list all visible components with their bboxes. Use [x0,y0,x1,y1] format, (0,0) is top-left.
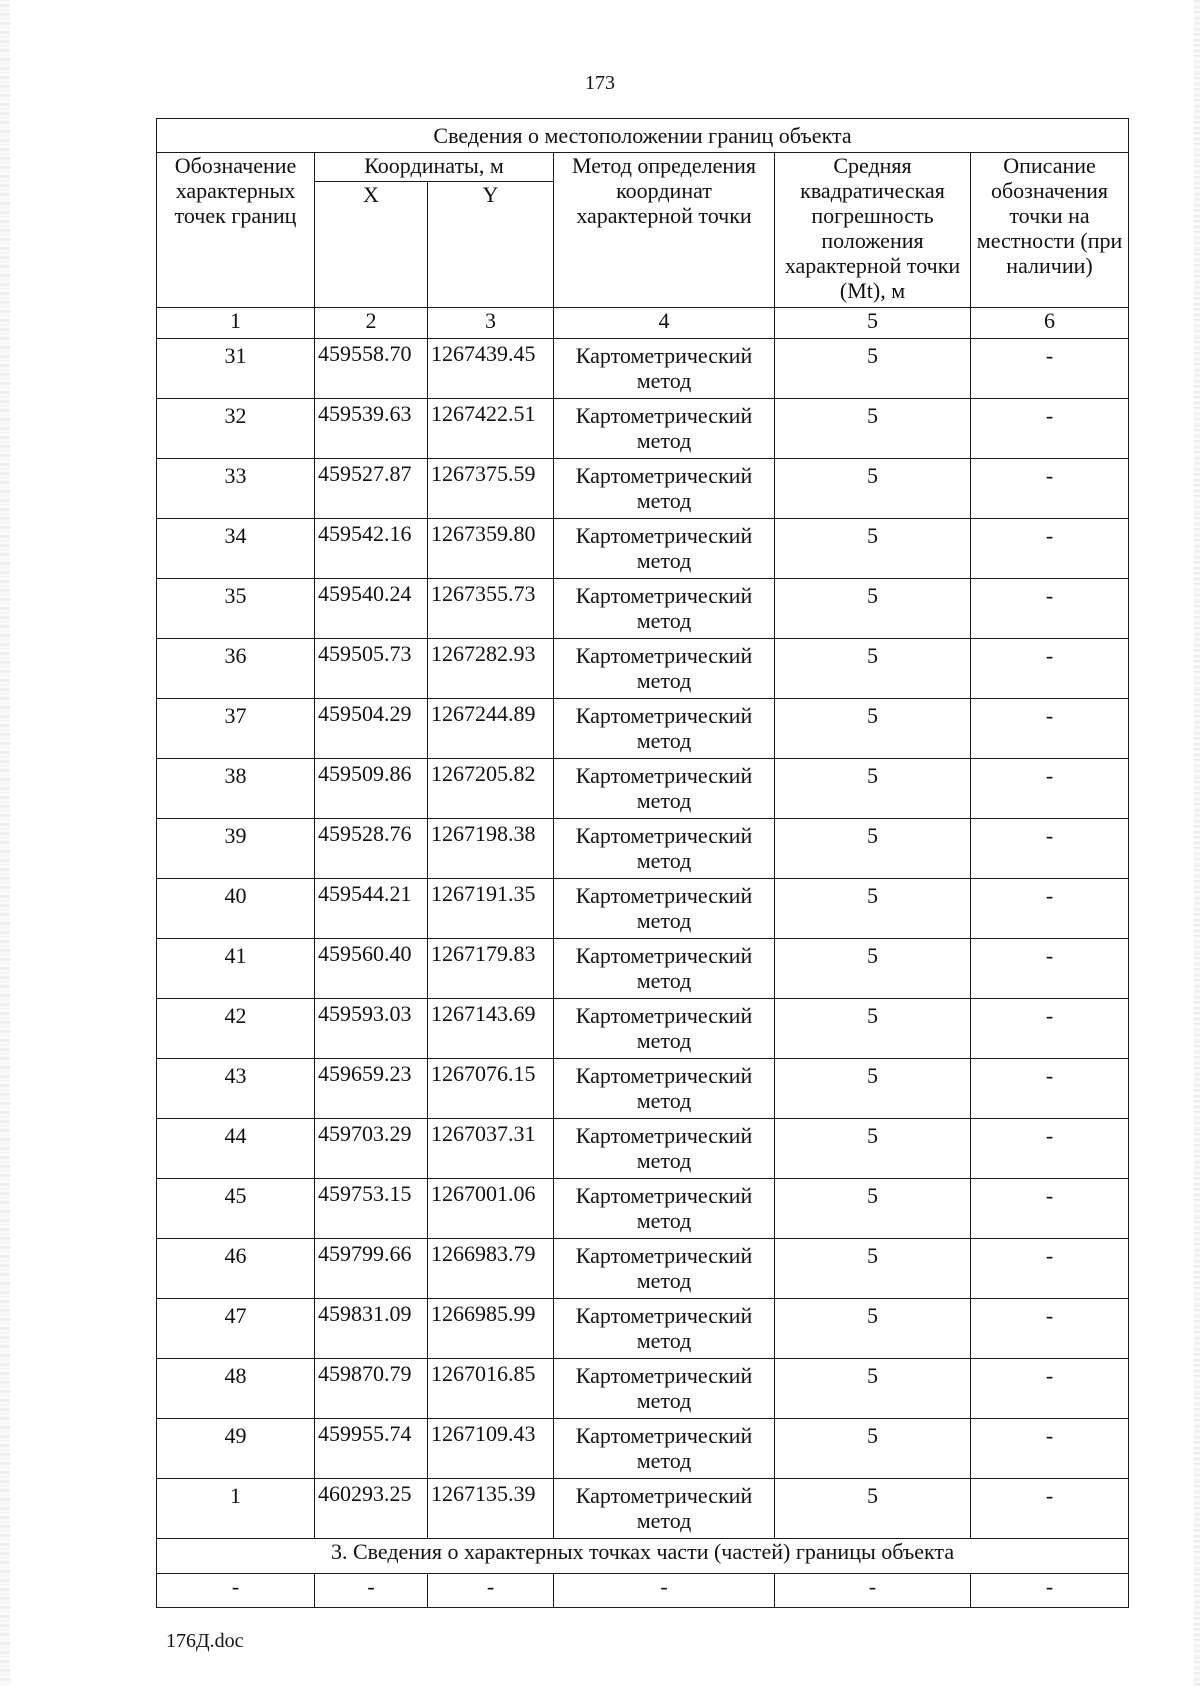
error-cell: 5 [775,819,971,879]
x-coordinate-cell: 459505.73 [315,639,428,699]
column-number: 5 [775,308,971,339]
point-number-cell: 39 [157,819,315,879]
boundary-coordinates-table [156,118,1129,1608]
x-coordinate-cell: 459527.87 [315,459,428,519]
x-coordinate-cell: 459544.21 [315,879,428,939]
y-coordinate-cell: 1267076.15 [428,1059,554,1119]
y-coordinate-cell: 1267439.45 [428,339,554,399]
column-number: 2 [315,308,428,339]
method-cell: Картометрический метод [554,1359,775,1419]
error-cell: 5 [775,339,971,399]
header-method: Метод определения координат характерной точки [554,153,775,308]
table-row [157,879,1129,939]
table-row [157,1239,1129,1299]
error-cell: 5 [775,519,971,579]
table-title: Сведения о местоположении границ объекта [157,119,1129,153]
method-cell: Картометрический метод [554,1179,775,1239]
error-cell: 5 [775,879,971,939]
y-coordinate-cell: 1267037.31 [428,1119,554,1179]
table-row [157,1299,1129,1359]
y-coordinate-cell: 1266983.79 [428,1239,554,1299]
point-number-cell: 43 [157,1059,315,1119]
header-description: Описание обозначения точки на местности (при наличии) [971,153,1129,308]
scan-edge-right [1194,0,1200,1686]
page-number: 173 [585,72,615,94]
table-row [157,399,1129,459]
description-cell: - [971,339,1129,399]
method-cell: Картометрический метод [554,1479,775,1539]
method-cell: Картометрический метод [554,639,775,699]
y-coordinate-cell: 1267198.38 [428,819,554,879]
description-cell: - [971,1239,1129,1299]
point-number-cell: 41 [157,939,315,999]
description-cell: - [971,1119,1129,1179]
point-number-cell: 37 [157,699,315,759]
error-cell: 5 [775,1359,971,1419]
y-coordinate-cell: 1267355.73 [428,579,554,639]
table-row [157,639,1129,699]
method-cell: Картометрический метод [554,999,775,1059]
table-row [157,1059,1129,1119]
x-coordinate-cell: 459659.23 [315,1059,428,1119]
x-coordinate-cell: 459955.74 [315,1419,428,1479]
x-coordinate-cell: 459528.76 [315,819,428,879]
x-coordinate-cell: 459504.29 [315,699,428,759]
error-cell: 5 [775,1059,971,1119]
y-coordinate-cell: 1267282.93 [428,639,554,699]
method-cell: Картометрический метод [554,819,775,879]
point-number-cell: 36 [157,639,315,699]
x-coordinate-cell: 460293.25 [315,1479,428,1539]
point-number-cell: 49 [157,1419,315,1479]
error-cell: 5 [775,1239,971,1299]
point-number-cell: 48 [157,1359,315,1419]
y-coordinate-cell: 1267016.85 [428,1359,554,1419]
method-cell: Картометрический метод [554,1419,775,1479]
point-number-cell: 34 [157,519,315,579]
column-number: 6 [971,308,1129,339]
y-coordinate-cell: 1267179.83 [428,939,554,999]
description-cell: - [971,519,1129,579]
x-coordinate-cell: 459593.03 [315,999,428,1059]
y-coordinate-cell: 1267422.51 [428,399,554,459]
method-cell: Картометрический метод [554,519,775,579]
method-cell: Картометрический метод [554,399,775,459]
point-number-cell: 44 [157,1119,315,1179]
x-coordinate-cell: 459558.70 [315,339,428,399]
empty-value-cell: - [971,1574,1129,1608]
table-row [157,1479,1129,1539]
x-coordinate-cell: 459560.40 [315,939,428,999]
method-cell: Картометрический метод [554,579,775,639]
header-x: X [315,182,428,308]
x-coordinate-cell: 459870.79 [315,1359,428,1419]
description-cell: - [971,1179,1129,1239]
error-cell: 5 [775,939,971,999]
table-row [157,759,1129,819]
point-number-cell: 35 [157,579,315,639]
empty-value-cell: - [775,1574,971,1608]
point-number-cell: 47 [157,1299,315,1359]
x-coordinate-cell: 459542.16 [315,519,428,579]
description-cell: - [971,879,1129,939]
table-row [157,579,1129,639]
error-cell: 5 [775,1119,971,1179]
method-cell: Картометрический метод [554,1239,775,1299]
description-cell: - [971,579,1129,639]
column-number-row [157,308,1129,339]
error-cell: 5 [775,1299,971,1359]
description-cell: - [971,459,1129,519]
table-row [157,1119,1129,1179]
table-row [157,939,1129,999]
x-coordinate-cell: 459799.66 [315,1239,428,1299]
section-3-row [157,1539,1129,1574]
error-cell: 5 [775,1179,971,1239]
point-number-cell: 1 [157,1479,315,1539]
method-cell: Картометрический метод [554,459,775,519]
table-row [157,1359,1129,1419]
empty-value-cell: - [315,1574,428,1608]
error-cell: 5 [775,399,971,459]
point-number-cell: 33 [157,459,315,519]
y-coordinate-cell: 1267191.35 [428,879,554,939]
y-coordinate-cell: 1267109.43 [428,1419,554,1479]
method-cell: Картометрический метод [554,699,775,759]
method-cell: Картометрический метод [554,879,775,939]
description-cell: - [971,939,1129,999]
method-cell: Картометрический метод [554,1119,775,1179]
error-cell: 5 [775,459,971,519]
description-cell: - [971,819,1129,879]
scan-edge-left [0,0,10,1686]
table-row [157,819,1129,879]
method-cell: Картометрический метод [554,939,775,999]
description-cell: - [971,759,1129,819]
footer-doc-name: 176Д.doc [166,1630,244,1652]
error-cell: 5 [775,999,971,1059]
y-coordinate-cell: 1267001.06 [428,1179,554,1239]
description-cell: - [971,639,1129,699]
error-cell: 5 [775,699,971,759]
description-cell: - [971,1479,1129,1539]
table-row [157,999,1129,1059]
header-row-1 [157,153,1129,182]
point-number-cell: 38 [157,759,315,819]
point-number-cell: 32 [157,399,315,459]
table-row [157,1179,1129,1239]
description-cell: - [971,999,1129,1059]
point-number-cell: 31 [157,339,315,399]
table-body [157,119,1129,1608]
point-number-cell: 46 [157,1239,315,1299]
x-coordinate-cell: 459509.86 [315,759,428,819]
section-3-empty-row [157,1574,1129,1608]
table-row [157,699,1129,759]
column-number: 1 [157,308,315,339]
table-title-row [157,119,1129,153]
header-y: Y [428,182,554,308]
column-number: 3 [428,308,554,339]
method-cell: Картометрический метод [554,759,775,819]
description-cell: - [971,399,1129,459]
x-coordinate-cell: 459703.29 [315,1119,428,1179]
y-coordinate-cell: 1267375.59 [428,459,554,519]
y-coordinate-cell: 1267359.80 [428,519,554,579]
y-coordinate-cell: 1267205.82 [428,759,554,819]
description-cell: - [971,699,1129,759]
y-coordinate-cell: 1266985.99 [428,1299,554,1359]
method-cell: Картометрический метод [554,1059,775,1119]
y-coordinate-cell: 1267143.69 [428,999,554,1059]
x-coordinate-cell: 459540.24 [315,579,428,639]
error-cell: 5 [775,1479,971,1539]
column-number: 4 [554,308,775,339]
error-cell: 5 [775,1419,971,1479]
x-coordinate-cell: 459539.63 [315,399,428,459]
x-coordinate-cell: 459753.15 [315,1179,428,1239]
header-point-designation: Обозначение характерных точек границ [157,153,315,308]
y-coordinate-cell: 1267135.39 [428,1479,554,1539]
point-number-cell: 42 [157,999,315,1059]
section-3-title: 3. Сведения о характерных точках части (частей) границы объекта [157,1539,1129,1574]
table-row [157,339,1129,399]
empty-value-cell: - [554,1574,775,1608]
x-coordinate-cell: 459831.09 [315,1299,428,1359]
description-cell: - [971,1419,1129,1479]
empty-value-cell: - [157,1574,315,1608]
description-cell: - [971,1359,1129,1419]
error-cell: 5 [775,579,971,639]
header-coordinates: Координаты, м [315,153,554,182]
table-row [157,459,1129,519]
error-cell: 5 [775,639,971,699]
point-number-cell: 45 [157,1179,315,1239]
table-row [157,1419,1129,1479]
method-cell: Картометрический метод [554,339,775,399]
description-cell: - [971,1059,1129,1119]
method-cell: Картометрический метод [554,1299,775,1359]
y-coordinate-cell: 1267244.89 [428,699,554,759]
point-number-cell: 40 [157,879,315,939]
error-cell: 5 [775,759,971,819]
empty-value-cell: - [428,1574,554,1608]
header-error: Средняя квадратическая погрешность положения характерной точки (Mt), м [775,153,971,308]
table-row [157,519,1129,579]
description-cell: - [971,1299,1129,1359]
